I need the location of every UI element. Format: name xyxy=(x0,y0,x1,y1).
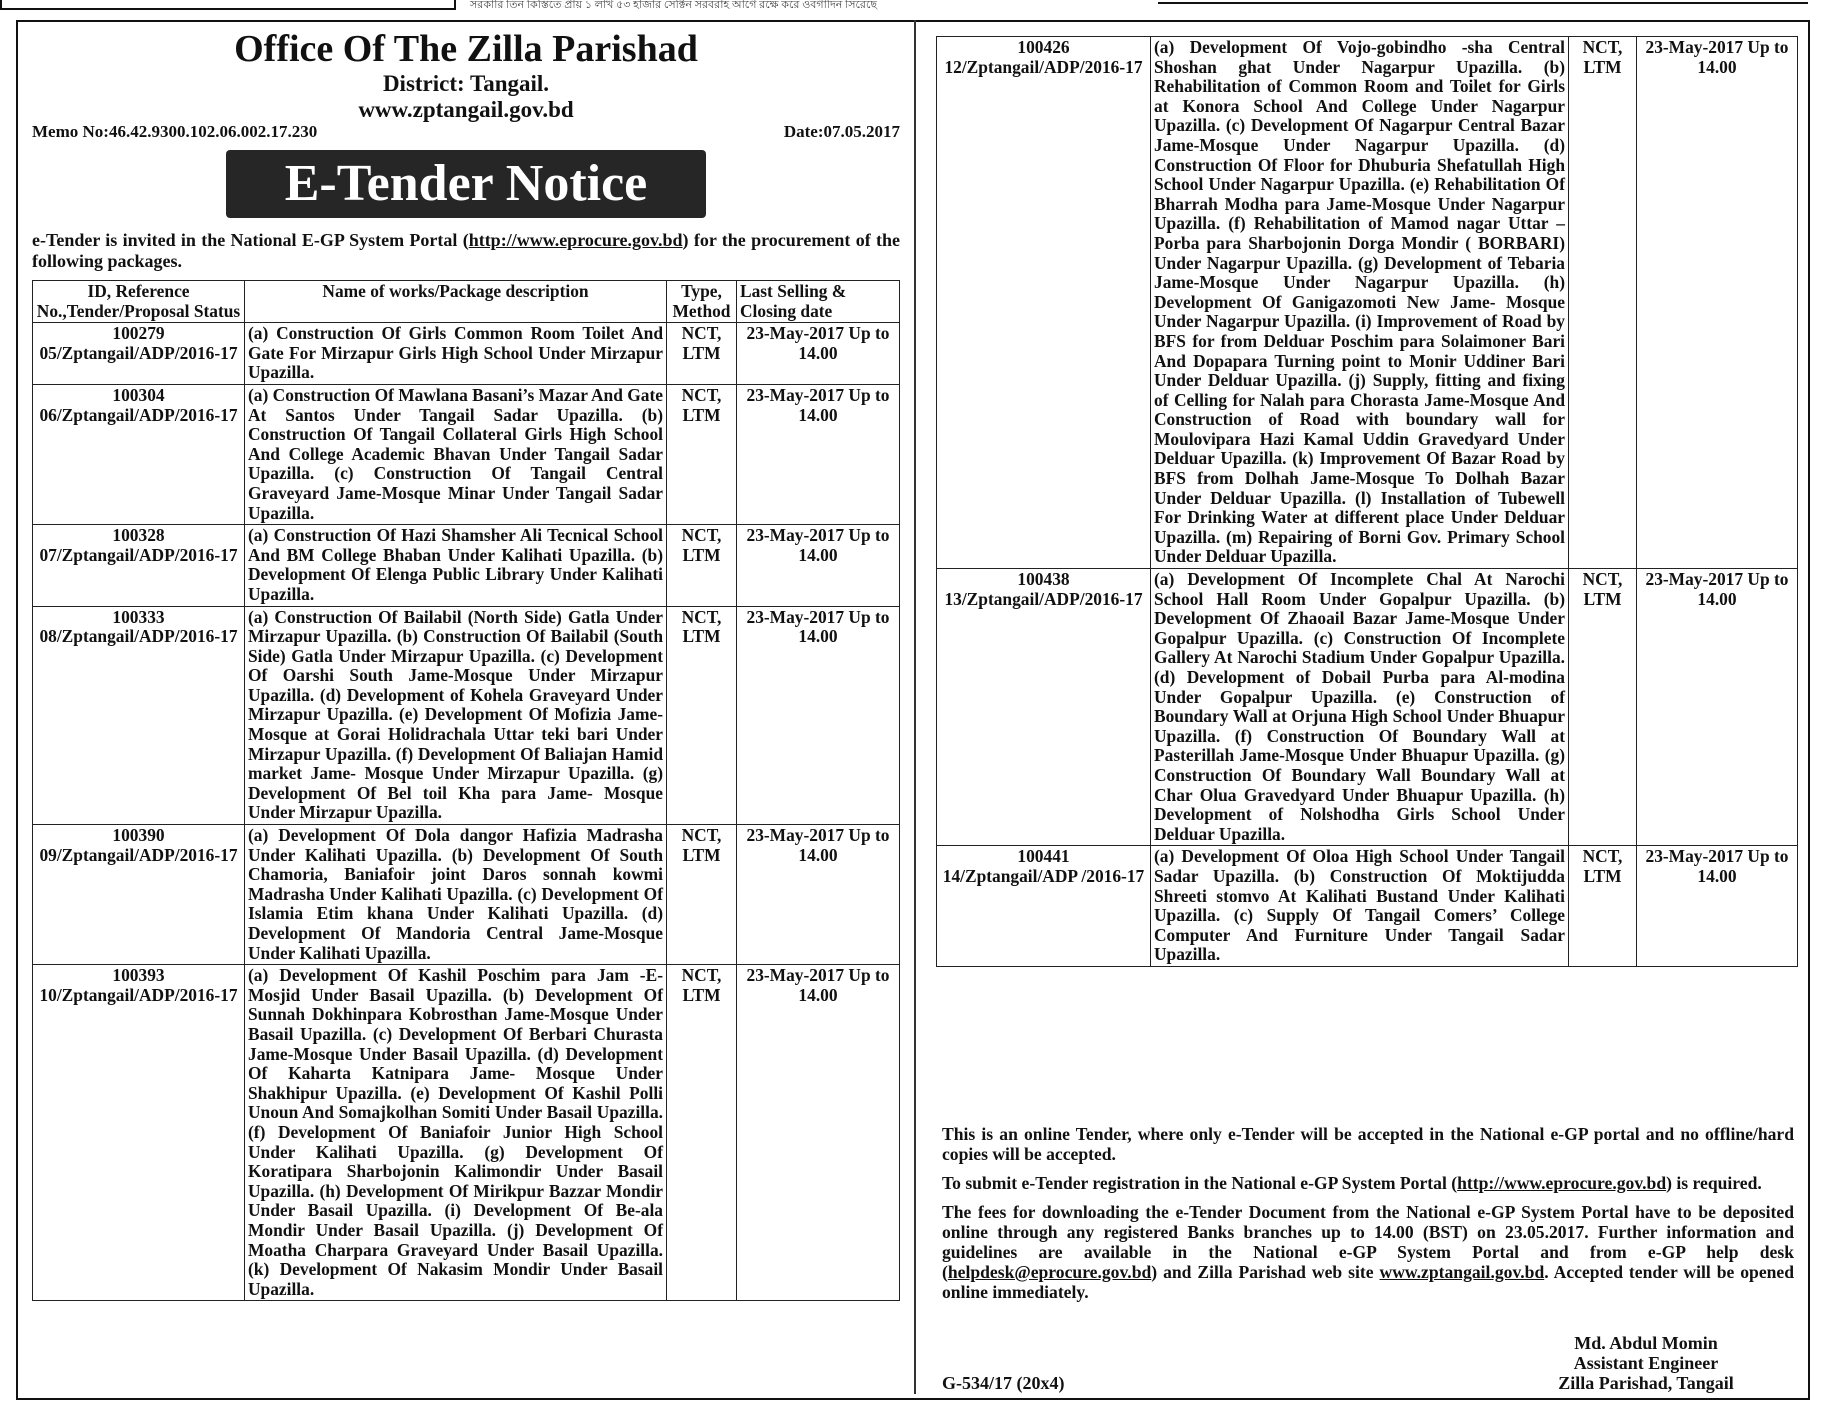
table-row xyxy=(937,569,1798,846)
package-description: (a) Construction Of Mawlana Basani’s Mazar And Gate At Santos Under Tangail Sadar Upazilla. (b) Construction Of Tangail Collateral Girls High School And College Academic Bhavan Under Tangail Sadar Upazilla. (c) Construction Of Tangail Central Graveyard Jame-Mosque Minar Under Tangail Sadar Upazilla. xyxy=(245,384,667,524)
package-description: (a) Development Of Oloa High School Under Tangail Sadar Upazilla. (b) Construction Of Moktijudda Shreeti stomvo At Kalihati Bustand Under Kalihati Upazilla. (c) Supply Of Tangail Comers’ College Computer And Furniture Under Tangail Sadar Upazilla. xyxy=(1151,846,1569,967)
note-fees xyxy=(942,1202,1794,1302)
header-type: Type, Method xyxy=(667,281,737,323)
tender-method: NCT, LTM xyxy=(667,525,737,606)
tender-id: 100304 xyxy=(112,384,165,405)
tender-id: 100333 xyxy=(112,606,165,627)
package-description: (a) Development Of Vojo-gobindho -sha Central Shoshan ghat Under Nagarpur Upazilla. (b) Rehabilitation of Common Room and Toilet for Girls at Konora School And College Under Nagarpur Upazilla. (c) Development Of Nagarpur Central Bazar Jame-Mosque Under Nagarpur Upazilla. (d) Construction Of Floor for Dhuburia Shefatullah High School Under Nagarpur Upazilla. (e) Rehabilitation Of Bharrah Modha para Jame-Mosque Under Nagarpur Upazilla. (f) Rehabilitation of Mamod nagar Uttar – Porba para Sharbojonin Dorga Mondir ( BORBARI) Under Nagarpur Upazilla. (g) Development of Tebaria Jame-Mosque Under Nagarpur Upazilla. (h) Development Of Ganigazomoti New Jame- Mosque Under Nagarpur Upazilla. (i) Improvement of Road by BFS for from Delduar Poschim para Solaimoner Bari And Dopapara Turning point to Monir Uddiner Bari Under Delduar Upazilla. (j) Supply, fitting and fixing of Celling for Nalah para Chorasta Jame-Mosque And Construction of Road with boundary wall for Moulovipara Hazi Kamal Uddin Gravedyard Under Delduar Upazilla. (k) Improvement Of Bazar Road by BFS from Dolhah Jame-Mosque To Dolhah Bazar Under Delduar Upazilla. (l) Installation of Tubewell For Drinking Water at different place Under Delduar Upazilla. (m) Repairing of Borni Gov. Primary School Under Delduar Upazilla. xyxy=(1151,37,1569,569)
left-column xyxy=(32,28,900,1301)
row-id-cell xyxy=(937,569,1151,846)
tender-method: NCT, LTM xyxy=(1569,37,1637,569)
tender-reference: 06/Zptangail/ADP/2016-17 xyxy=(39,404,238,425)
note3-pre: The fees for downloading the e-Tender Document from the National e-GP System Portal have to be deposited online through any registered Banks branches up to 14.00 (BST) on 23.05.2017. Further information and guidelines are available in the National e-GP System Portal and from e-GP help desk ( xyxy=(942,1202,1794,1282)
zptangail-link[interactable]: www.zptangail.gov.bd xyxy=(1379,1262,1545,1282)
header-id: ID, Reference No.,Tender/Proposal Status xyxy=(33,281,245,323)
office-title: Office Of The Zilla Parishad xyxy=(234,28,698,70)
signatory-title: Assistant Engineer xyxy=(1573,1353,1719,1373)
package-description: (a) Development Of Dola dangor Hafizia Madrasha Under Kalihati Upazilla. (b) Development Of South Chamoria, Baniafoir joint Daros sonnah kowmi Madrasha Under Kalihati Upazilla. (c) Development Of Islamia Etim khana Under Kalihati Upazilla. (d) Development Of Mandoria Central Jame-Mosque Under Kalihati Upazilla. xyxy=(245,825,667,965)
tender-reference: 09/Zptangail/ADP/2016-17 xyxy=(39,844,238,865)
eprocure-link[interactable]: http://www.eprocure.gov.bd xyxy=(468,230,683,250)
tender-id: 100393 xyxy=(112,965,165,986)
note-online: This is an online Tender, where only e-Tender will be accepted in the National e-GP portal and no offline/hard copies will be accepted. xyxy=(942,1124,1794,1164)
tender-reference: 13/Zptangail/ADP/2016-17 xyxy=(944,588,1143,609)
table-row xyxy=(33,323,900,385)
note3-mid: ) and Zilla Parishad web site xyxy=(1151,1262,1380,1282)
note3-post: . Accepted tender will be opened online immediately. xyxy=(942,1262,1795,1302)
memo-line xyxy=(32,122,900,144)
row-id-cell xyxy=(33,965,245,1301)
tender-banner: E-Tender Notice xyxy=(226,150,706,218)
package-description: (a) Construction Of Bailabil (North Side) Gatla Under Mirzapur Upazilla. (b) Construction Of Bailabil (South Side) Gatla Under Mirzapur Upazilla. (c) Development Of Oarshi South Jame-Mosque Under Mirzapur Upazilla. (d) Development of Kohela Graveyard Under Mirzapur Upazilla. (e) Development Of Mofizia Jame- Mosque at Gorai Holidrachala Uttar teki bari Under Mirzapur Upazilla. (f) Development Of Baliajan Hamid market Jame- Mosque Under Mirzapur Upazilla. (g) Development Of Bel toil Kha para Jame- Mosque Under Mirzapur Upazilla. xyxy=(245,606,667,825)
tender-method: NCT, LTM xyxy=(667,323,737,385)
right-column xyxy=(936,36,1798,967)
note2-post: ) is required. xyxy=(1666,1173,1762,1193)
closing-date: 23-May-2017 Up to 14.00 xyxy=(1637,569,1798,846)
tender-id: 100426 xyxy=(1017,37,1070,57)
table-row xyxy=(33,825,900,965)
tender-id: 100441 xyxy=(1017,846,1070,867)
memo-date: Date:07.05.2017 xyxy=(783,122,900,141)
row-id-cell xyxy=(33,606,245,825)
tender-method: NCT, LTM xyxy=(667,825,737,965)
top-rule xyxy=(1158,2,1808,4)
tender-id: 100279 xyxy=(112,323,165,344)
closing-date: 23-May-2017 Up to 14.00 xyxy=(737,323,900,385)
tender-reference: 14/Zptangail/ADP /2016-17 xyxy=(942,865,1145,886)
intro-post: ) for the procurement of the following packages. xyxy=(32,230,900,271)
website: www.zptangail.gov.bd xyxy=(358,97,574,122)
memo-number: Memo No:46.42.9300.102.06.002.17.230 xyxy=(32,122,318,141)
tender-method: NCT, LTM xyxy=(667,384,737,524)
closing-date: 23-May-2017 Up to 14.00 xyxy=(737,965,900,1301)
top-strip xyxy=(0,0,1830,10)
closing-date: 23-May-2017 Up to 14.00 xyxy=(1637,846,1798,967)
top-strip-text: সরকারি তিন কিস্তিতে প্রায় ১ লাখ ৫৩ হাজার সেক্টিন সরবরাহ আগে রক্ষে করে ওবগাদিন সিরেছে xyxy=(470,0,878,11)
eprocure-link-2[interactable]: http://www.eprocure.gov.bd xyxy=(1457,1173,1667,1193)
tender-reference: 12/Zptangail/ADP/2016-17 xyxy=(944,56,1143,77)
row-id-cell xyxy=(33,384,245,524)
package-description: (a) Construction Of Hazi Shamsher Ali Tecnical School And BM College Bhaban Under Kalihati Upazilla. (b) Development Of Elenga Public Library Under Kalihati Upazilla. xyxy=(245,525,667,606)
tender-id: 100438 xyxy=(1017,569,1070,590)
signatory-org: Zilla Parishad, Tangail xyxy=(1558,1373,1734,1393)
closing-date: 23-May-2017 Up to 14.00 xyxy=(1637,37,1798,569)
tender-reference: 08/Zptangail/ADP/2016-17 xyxy=(39,626,238,647)
row-id-cell xyxy=(937,37,1151,569)
row-id-cell xyxy=(33,525,245,606)
header-date: Last Selling & Closing date xyxy=(737,281,900,323)
table-header-row xyxy=(33,281,900,323)
column-divider xyxy=(914,20,916,1394)
previous-ad-box xyxy=(0,0,456,10)
right-table-body xyxy=(937,37,1798,967)
package-description: (a) Development Of Kashil Poschim para Jam -E-Mosjid Under Basail Upazilla. (b) Development Of Sunnah Dokhinpara Kobrosthan Jame-Mosque Under Basail Upazilla. (c) Development Of Berbari Churasta Jame-Mosque Under Basail Upazilla. (d) Development Of Kaharta Katnipara Jame- Mosque Under Shakhipur Upazilla. (e) Development Of Kashil Polli Unoun And Somajkolhan Somiti Under Basail Upazilla. (f) Development Of Baniafoir Junior High School Under Kalihati Upazilla. (g) Development Of Koratipara Sharbojonin Kalimondir Under Basail Upazilla. (h) Development Of Mirikpur Bazzar Mondir Under Basail Upazilla. (i) Development Of Be-ala Mondir Under Basail Upazilla. (j) Development Of Moatha Charpara Graveyard Under Basail Upazilla. (k) Development Of Nakasim Mondir Under Basail Upazilla. xyxy=(245,965,667,1301)
package-description: (a) Development Of Incomplete Chal At Narochi School Hall Room Under Gopalpur Upazilla. (b) Development Of Zhaoail Bazar Jame-Mosque Under Gopalpur Upazilla. (c) Construction Of Incomplete Gallery At Narochi Stadium Under Gopalpur Upazilla. (d) Development of Dobail Purba para Al-modina Under Gopalpur Upazilla. (e) Construction of Boundary Wall at Orjuna High School Under Bhuapur Upazilla. (f) Construction Of Boundary Wall at Pasterillah Jame-Mosque Under Bhuapur Upazilla. (g) Construction Of Boundary Wall Boundary Wall at Char Olua Gravedyard Under Bhuapur Upazilla. (h) Development of Nolshodha Girls School Under Delduar Upazilla. xyxy=(1151,569,1569,846)
signatory-name: Md. Abdul Momin xyxy=(1574,1333,1718,1353)
tender-reference: 07/Zptangail/ADP/2016-17 xyxy=(39,544,238,565)
tender-reference: 10/Zptangail/ADP/2016-17 xyxy=(39,984,238,1005)
notes-section xyxy=(942,1124,1794,1311)
tender-method: NCT, LTM xyxy=(1569,569,1637,846)
table-row xyxy=(937,37,1798,569)
table-row xyxy=(937,846,1798,967)
note-registration xyxy=(942,1173,1794,1193)
row-id-cell xyxy=(937,846,1151,967)
footer-code: G-534/17 (20x4) xyxy=(942,1373,1065,1393)
table-row xyxy=(33,606,900,825)
closing-date: 23-May-2017 Up to 14.00 xyxy=(737,825,900,965)
note2-pre: To submit e-Tender registration in the National e-GP System Portal ( xyxy=(942,1173,1458,1193)
row-id-cell xyxy=(33,825,245,965)
tender-id: 100390 xyxy=(112,825,165,846)
left-table-body xyxy=(33,323,900,1301)
table-row xyxy=(33,525,900,606)
closing-date: 23-May-2017 Up to 14.00 xyxy=(737,384,900,524)
table-row xyxy=(33,965,900,1301)
tender-method: NCT, LTM xyxy=(667,606,737,825)
signature-block xyxy=(1536,1333,1756,1393)
package-description: (a) Construction Of Girls Common Room Toilet And Gate For Mirzapur Girls High School Under Mirzapur Upazilla. xyxy=(245,323,667,385)
closing-date: 23-May-2017 Up to 14.00 xyxy=(737,525,900,606)
closing-date: 23-May-2017 Up to 14.00 xyxy=(737,606,900,825)
tender-table-left xyxy=(32,280,900,1301)
district: District: Tangail. xyxy=(382,71,550,96)
intro-pre: e-Tender is invited in the National E-GP System Portal ( xyxy=(32,230,469,250)
helpdesk-email-link[interactable]: helpdesk@eprocure.gov.bd xyxy=(947,1262,1152,1282)
tender-method: NCT, LTM xyxy=(667,965,737,1301)
table-row xyxy=(33,384,900,524)
tender-method: NCT, LTM xyxy=(1569,846,1637,967)
tender-reference: 05/Zptangail/ADP/2016-17 xyxy=(39,342,238,363)
header-desc: Name of works/Package description xyxy=(245,281,667,323)
tender-id: 100328 xyxy=(112,525,165,546)
tender-table-right xyxy=(936,36,1798,967)
row-id-cell xyxy=(33,323,245,385)
intro-text xyxy=(32,230,900,272)
